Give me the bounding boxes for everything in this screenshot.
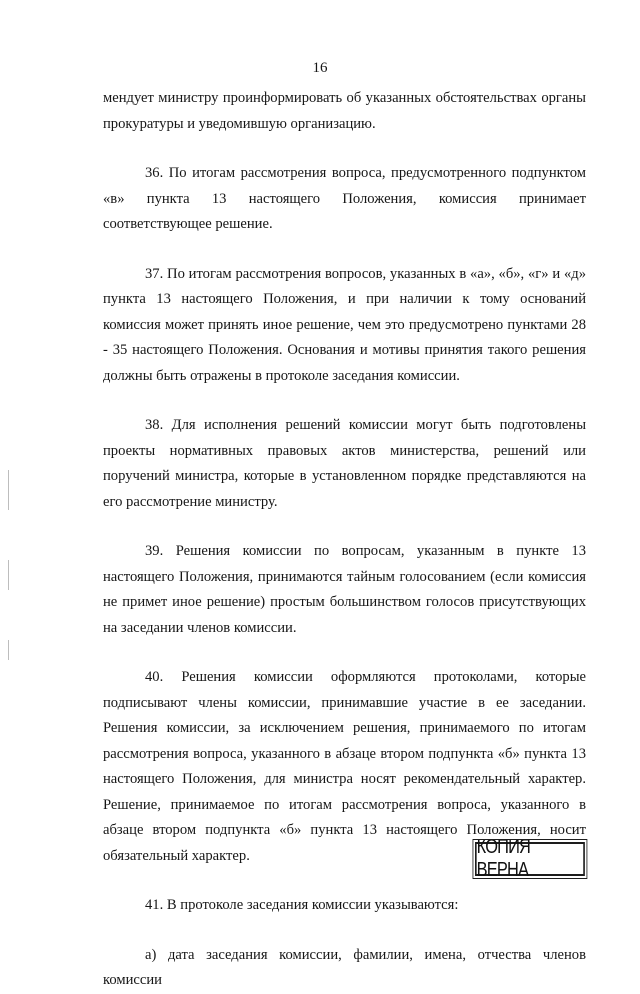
page-number: 16 xyxy=(312,60,328,76)
paragraph-36: 36. По итогам рассмотрения вопроса, предусмотренного подпунктом «в» пункта 13 настоящего Положения, комиссия принимает соответствующее решение. xyxy=(103,165,586,232)
paragraph-41: 41. В протоколе заседания комиссии указываются: xyxy=(145,897,459,913)
scan-margin-mark xyxy=(8,470,9,510)
scan-margin-mark xyxy=(8,640,9,660)
paragraph-41-a: а) дата заседания комиссии, фамилии, имена, отчества членов комиссии xyxy=(103,946,586,988)
certified-copy-stamp: КОПИЯ ВЕРНА xyxy=(475,842,585,876)
paragraph-continuation: мендует министру проинформировать об указанных обстоятельствах органы прокуратуры и уведомившую организацию. xyxy=(103,90,586,132)
paragraph-37: 37. По итогам рассмотрения вопросов, указанных в «а», «б», «г» и «д» пункта 13 настоящего Положения, и при наличии к тому оснований комиссия может принять иное решение, чем это предусмотрено пунктами 28 - 35 настоящего Положения. Основания и мотивы принятия такого решения должны быть отражены в протоколе заседания комиссии. xyxy=(103,265,586,384)
paragraph-38: 38. Для исполнения решений комиссии могут быть подготовлены проекты нормативных правовых актов министерства, решений или поручений министра, которые в установленном порядке представляются на его рассмотрение министру. xyxy=(103,417,586,510)
paragraph-39: 39. Решения комиссии по вопросам, указанным в пункте 13 настоящего Положения, принимаются тайным голосованием (если комиссия не примет иное решение) простым большинством голосов присутствующих на заседании членов комиссии. xyxy=(103,543,586,636)
paragraph-40: 40. Решения комиссии оформляются протоколами, которые подписывают члены комиссии, принимавшие участие в ее заседании. Решения комиссии, за исключением решения, принимаемого по итогам рассмотрения вопроса, указанного в абзаце втором подпункта «б» пункта 13 настоящего Положения, для министра носят рекомендательный характер. Решение, принимаемое по итогам рассмотрения вопроса, указанного в абзаце втором подпункта «б» пункта 13 настоящего Положения, носит обязательный характер. xyxy=(103,669,586,864)
scan-margin-mark xyxy=(8,560,9,590)
